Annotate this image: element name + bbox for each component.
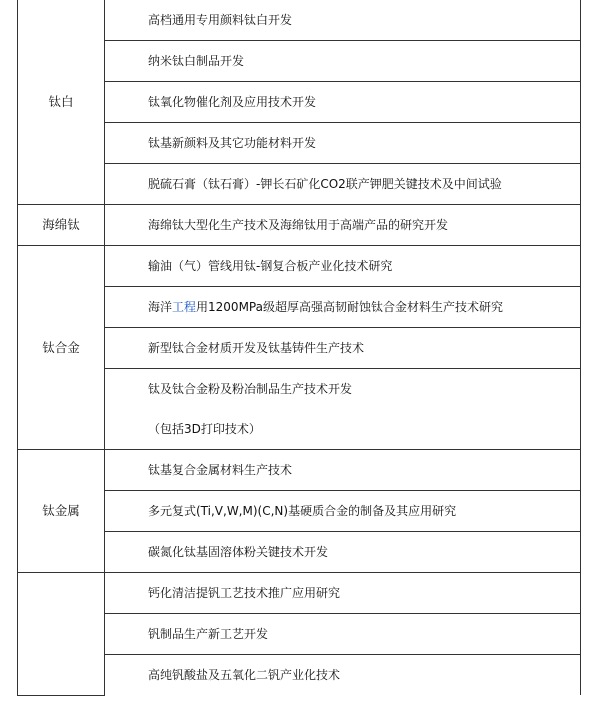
project-item: 钛及钛合金粉及粉冶制品生产技术开发 xyxy=(105,369,581,410)
project-item: 钛氧化物催化剂及应用技术开发 xyxy=(105,82,581,123)
project-item-prefix: 海洋 xyxy=(148,300,173,314)
category-cell-titanium-white: 钛白 xyxy=(18,0,105,205)
project-item: 海绵钛大型化生产技术及海绵钛用于高端产品的研究开发 xyxy=(105,205,581,246)
table-row xyxy=(18,573,581,614)
project-item-suffix: 用1200MPa级超厚高强高韧耐蚀钛合金材料生产技术研究 xyxy=(196,300,503,314)
table-row xyxy=(18,0,581,41)
project-item: 钒制品生产新工艺开发 xyxy=(105,614,581,655)
project-item-continuation: （包括3D打印技术） xyxy=(105,409,581,450)
project-item: 输油（气）管线用钛-钢复合板产业化技术研究 xyxy=(105,246,581,287)
engineering-link[interactable]: 工程 xyxy=(172,300,197,314)
category-cell-vanadium xyxy=(18,573,105,696)
project-item xyxy=(105,287,581,328)
project-item: 高档通用专用颜料钛白开发 xyxy=(105,0,581,41)
project-item: 钛基复合金属材料生产技术 xyxy=(105,450,581,491)
table-row xyxy=(18,450,581,491)
project-item: 新型钛合金材质开发及钛基铸件生产技术 xyxy=(105,328,581,369)
research-projects-table xyxy=(17,0,581,696)
project-item: 高纯钒酸盐及五氧化二钒产业化技术 xyxy=(105,655,581,696)
table-row xyxy=(18,246,581,287)
category-cell-titanium-alloy: 钛合金 xyxy=(18,246,105,450)
project-item: 钙化清洁提钒工艺技术推广应用研究 xyxy=(105,573,581,614)
category-cell-titanium-metal: 钛金属 xyxy=(18,450,105,573)
category-cell-titanium-sponge: 海绵钛 xyxy=(18,205,105,246)
project-item: 碳氮化钛基固溶体粉关键技术开发 xyxy=(105,532,581,573)
project-item: 钛基新颜料及其它功能材料开发 xyxy=(105,123,581,164)
project-item: 多元复式(Ti,V,W,M)(C,N)基硬质合金的制备及其应用研究 xyxy=(105,491,581,532)
project-item: 脱硫石膏（钛石膏）-钾长石矿化CO2联产钾肥关键技术及中间试验 xyxy=(105,164,581,205)
project-item: 纳米钛白制品开发 xyxy=(105,41,581,82)
table-row xyxy=(18,205,581,246)
